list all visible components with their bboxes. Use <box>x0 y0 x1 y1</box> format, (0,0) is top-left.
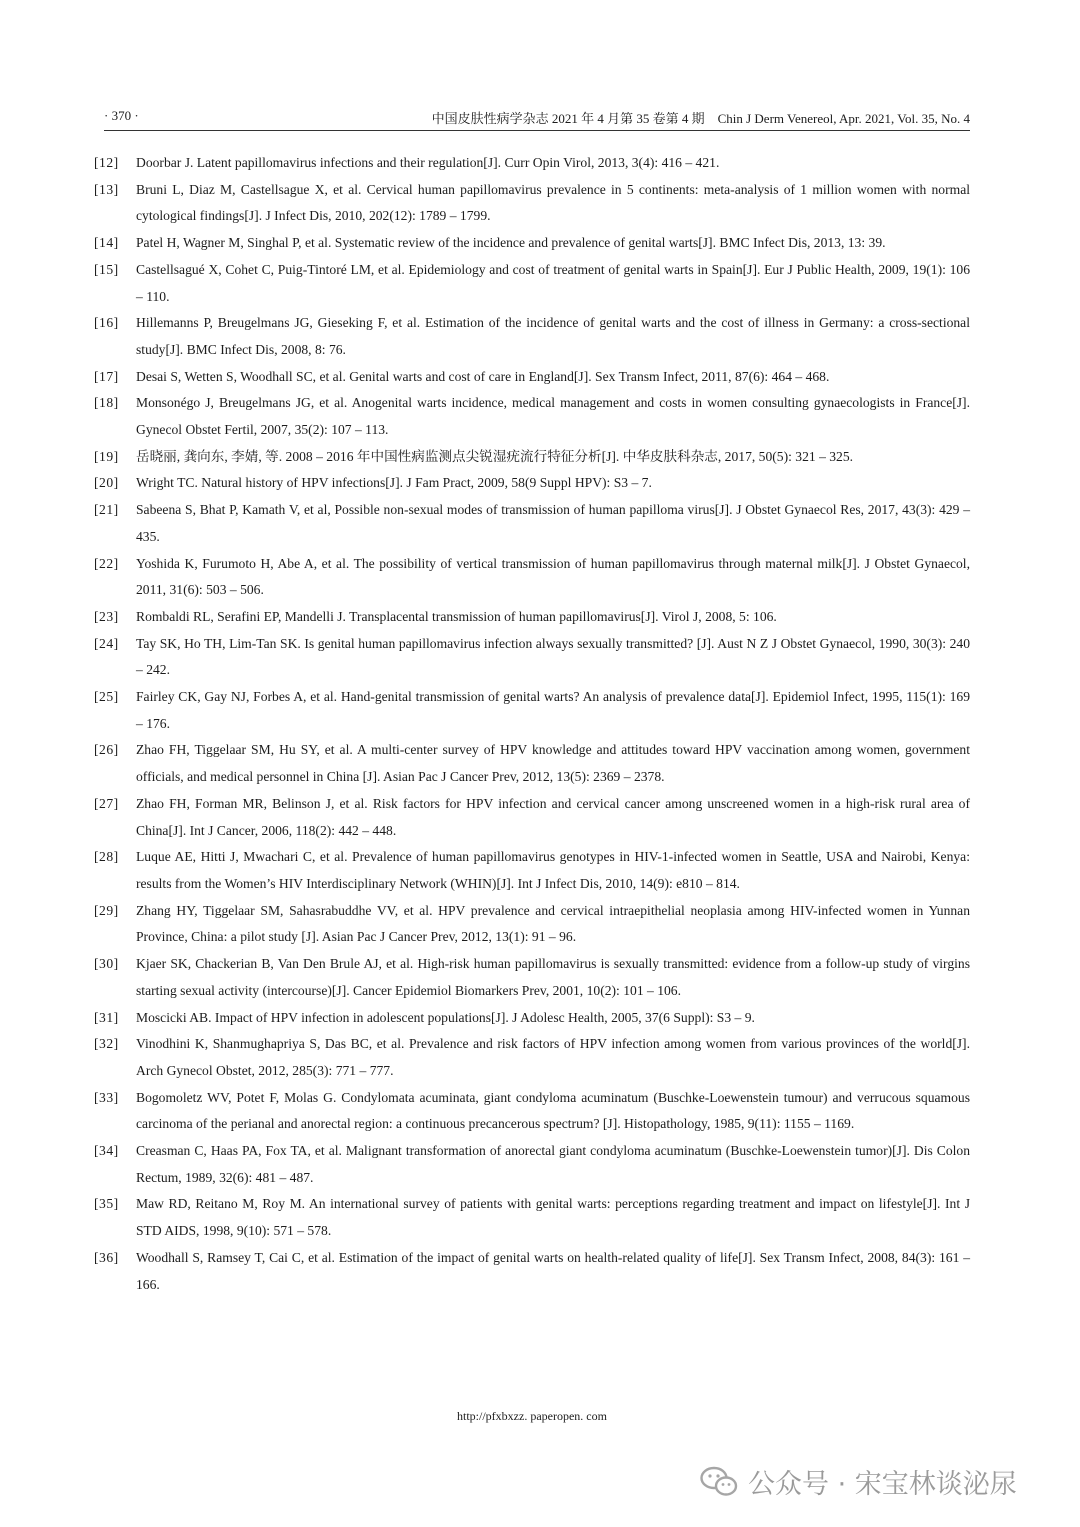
reference-text: Zhao FH, Tiggelaar SM, Hu SY, et al. A multi-center survey of HPV knowledge and attitudes toward HPV vaccination among women, government officials, and medical personnel in China [J]. Asian Pac J Cancer Prev, 2012, 13(5): 2369 – 2378. <box>136 742 970 785</box>
reference-number: [32] <box>94 1036 119 1052</box>
reference-item <box>94 1085 970 1138</box>
reference-number: [19] <box>94 448 119 464</box>
reference-number: [28] <box>94 849 119 865</box>
reference-text: Bogomoletz WV, Potet F, Molas G. Condylomata acuminata, giant condyloma acuminatum (Buschke-Loewenstein tumour) and verrucous squamous carcinoma of the perianal and anorectal region: a continuous precancerous spectrum? [J]. Histopathology, 1985, 9(11): 1155 – 1169. <box>136 1089 970 1132</box>
reference-text: Maw RD, Reitano M, Roy M. An international survey of patients with genital warts: perceptions regarding treatment and impact on lifestyle[J]. Int J STD AIDS, 1998, 9(10): 571 – 578. <box>136 1196 970 1239</box>
reference-text: Fairley CK, Gay NJ, Forbes A, et al. Hand-genital transmission of genital warts? An analysis of prevalence data[J]. Epidemiol Infect, 1995, 115(1): 169 – 176. <box>136 689 970 731</box>
journal-running-title: 中国皮肤性病学杂志 2021 年 4 月第 35 卷第 4 期 Chin J Derm Venereol, Apr. 2021, Vol. 35, No. 4 <box>431 111 970 126</box>
reference-number: [26] <box>94 742 119 758</box>
reference-text: Desai S, Wetten S, Woodhall SC, et al. Genital warts and cost of care in England[J]. Sex Transm Infect, 2011, 87(6): 464 – 468. <box>136 368 830 384</box>
page-number: · 370 · <box>104 108 139 123</box>
reference-item <box>94 470 970 497</box>
reference-item <box>94 737 970 790</box>
reference-item <box>94 177 970 230</box>
reference-text: Vinodhini K, Shanmughapriya S, Das BC, et al. Prevalence and risk factors of HPV infection among women from various provinces of the world[J]. Arch Gynecol Obstet, 2012, 285(3): 771 – 777. <box>136 1036 970 1078</box>
reference-item <box>94 444 970 471</box>
reference-number: [33] <box>94 1089 119 1105</box>
reference-text: Rombaldi RL, Serafini EP, Mandelli J. Transplacental transmission of human papillomavirus[J]. Virol J, 2008, 5: 106. <box>136 608 777 624</box>
reference-number: [31] <box>94 1009 119 1025</box>
reference-number: [17] <box>94 368 119 384</box>
reference-item <box>94 364 970 391</box>
reference-text: Creasman C, Haas PA, Fox TA, et al. Malignant transformation of anorectal giant condyloma acuminatum (Buschke-Loewenstein tumor)[J]. Dis Colon Rectum, 1989, 32(6): 481 – 487. <box>136 1143 970 1185</box>
reference-item <box>94 390 970 443</box>
reference-text: Luque AE, Hitti J, Mwachari C, et al. Prevalence of human papillomavirus genotypes in HIV-1-infected women in Seattle, USA and Nairobi, Kenya: results from the Women’s HIV Interdisciplinary Network (WHIN)[J]. Int J Infect Dis, 2010, 14(9): e810 – 814. <box>136 849 970 891</box>
reference-number: [24] <box>94 635 119 651</box>
reference-number: [15] <box>94 261 119 277</box>
reference-text: 岳晓丽, 龚向东, 李婧, 等. 2008 – 2016 年中国性病监测点尖锐湿疣流行特征分析[J]. 中华皮肤科杂志, 2017, 50(5): 321 – 325. <box>136 448 854 464</box>
reference-item <box>94 497 970 550</box>
reference-item <box>94 791 970 844</box>
reference-number: [35] <box>94 1196 119 1212</box>
watermark-text: 公众号 · 宋宝林谈泌尿 <box>748 1469 1017 1500</box>
reference-text: Zhang HY, Tiggelaar SM, Sahasrabuddhe VV, et al. HPV prevalence and cervical intraepithelial neoplasia among HIV-infected women in Yunnan Province, China: a pilot study [J]. Asian Pac J Cancer Prev, 2012, 13(1): 91 – 96. <box>136 902 970 945</box>
reference-text: Hillemanns P, Breugelmans JG, Gieseking F, et al. Estimation of the incidence of genital warts and the cost of illness in Germany: a cross-sectional study[J]. BMC Infect Dis, 2008, 8: 76. <box>136 315 970 357</box>
reference-text: Doorbar J. Latent papillomavirus infections and their regulation[J]. Curr Opin Virol, 2013, 3(4): 416 – 421. <box>136 155 720 170</box>
reference-item <box>94 844 970 897</box>
reference-item <box>94 551 970 604</box>
reference-number: [20] <box>94 475 119 491</box>
reference-item <box>94 1245 970 1298</box>
reference-item <box>94 257 970 310</box>
reference-number: [36] <box>94 1249 119 1265</box>
reference-text: Bruni L, Diaz M, Castellsague X, et al. Cervical human papillomavirus prevalence in 5 continents: meta-analysis of 1 million women with normal cytological findings[J]. J Infect Dis, 2010, 202(12): 1789 – 1799. <box>136 181 970 224</box>
reference-text: Castellsagué X, Cohet C, Puig-Tintoré LM, et al. Epidemiology and cost of treatment of genital warts in Spain[J]. Eur J Public Health, 2009, 19(1): 106 – 110. <box>136 261 970 304</box>
reference-text: Zhao FH, Forman MR, Belinson J, et al. Risk factors for HPV infection and cervical cancer among unscreened women in a high-risk rural area of China[J]. Int J Cancer, 2006, 118(2): 442 – 448. <box>136 795 970 838</box>
reference-text: Tay SK, Ho TH, Lim-Tan SK. Is genital human papillomavirus infection always sexually transmitted? [J]. Aust N Z J Obstet Gynaecol, 1990, 30(3): 240 – 242. <box>136 635 970 678</box>
reference-number: [29] <box>94 902 119 918</box>
reference-number: [21] <box>94 502 119 518</box>
reference-number: [12] <box>94 155 119 170</box>
reference-number: [30] <box>94 956 119 972</box>
reference-item <box>94 631 970 684</box>
reference-item <box>94 1031 970 1084</box>
reference-item <box>94 1191 970 1244</box>
reference-item <box>94 310 970 363</box>
reference-item <box>94 604 970 631</box>
reference-number: [13] <box>94 181 119 197</box>
reference-text: Patel H, Wagner M, Singhal P, et al. Systematic review of the incidence and prevalence of genital warts[J]. BMC Infect Dis, 2013, 13: 39. <box>136 235 886 251</box>
reference-text: Yoshida K, Furumoto H, Abe A, et al. The possibility of vertical transmission of human papillomavirus through maternal milk[J]. J Obstet Gynaecol, 2011, 31(6): 503 – 506. <box>136 555 970 598</box>
reference-text: Woodhall S, Ramsey T, Cai C, et al. Estimation of the impact of genital warts on health-related quality of life[J]. Sex Transm Infect, 2008, 84(3): 161 – 166. <box>136 1249 970 1292</box>
reference-item <box>94 951 970 1004</box>
reference-text: Wright TC. Natural history of HPV infections[J]. J Fam Pract, 2009, 58(9 Suppl HPV): S3 – 7. <box>136 475 652 491</box>
reference-number: [14] <box>94 235 119 251</box>
reference-item <box>94 1005 970 1032</box>
reference-number: [16] <box>94 315 119 331</box>
watermark <box>700 1462 1017 1501</box>
page-header <box>104 104 970 131</box>
reference-list <box>94 150 970 1298</box>
journal-url: http://pfxbxzz. paperopen. com <box>457 1409 607 1423</box>
reference-item <box>94 684 970 737</box>
reference-number: [34] <box>94 1143 119 1159</box>
reference-number: [22] <box>94 555 119 571</box>
reference-item <box>94 150 970 177</box>
reference-number: [18] <box>94 395 119 411</box>
wechat-icon <box>700 1466 738 1498</box>
reference-item <box>94 230 970 257</box>
reference-text: Kjaer SK, Chackerian B, Van Den Brule AJ, et al. High-risk human papillomavirus is sexually transmitted: evidence from a follow-up study of virgins starting sexual activity (intercourse)[J]. Cancer Epidemiol Biomarkers Prev, 2001, 10(2): 101 – 106. <box>136 956 970 998</box>
reference-number: [23] <box>94 608 119 624</box>
reference-text: Monsonégo J, Breugelmans JG, et al. Anogenital warts incidence, medical management and costs in women consulting gynaecologists in France[J]. Gynecol Obstet Fertil, 2007, 35(2): 107 – 113. <box>136 395 970 438</box>
reference-item <box>94 1138 970 1191</box>
reference-text: Sabeena S, Bhat P, Kamath V, et al, Possible non-sexual modes of transmission of human papilloma virus[J]. J Obstet Gynaecol Res, 2017, 43(3): 429 – 435. <box>136 502 970 544</box>
reference-item <box>94 898 970 951</box>
reference-number: [27] <box>94 795 119 811</box>
reference-text: Moscicki AB. Impact of HPV infection in adolescent populations[J]. J Adolesc Health, 2005, 37(6 Suppl): S3 – 9. <box>136 1009 755 1025</box>
reference-number: [25] <box>94 689 119 705</box>
